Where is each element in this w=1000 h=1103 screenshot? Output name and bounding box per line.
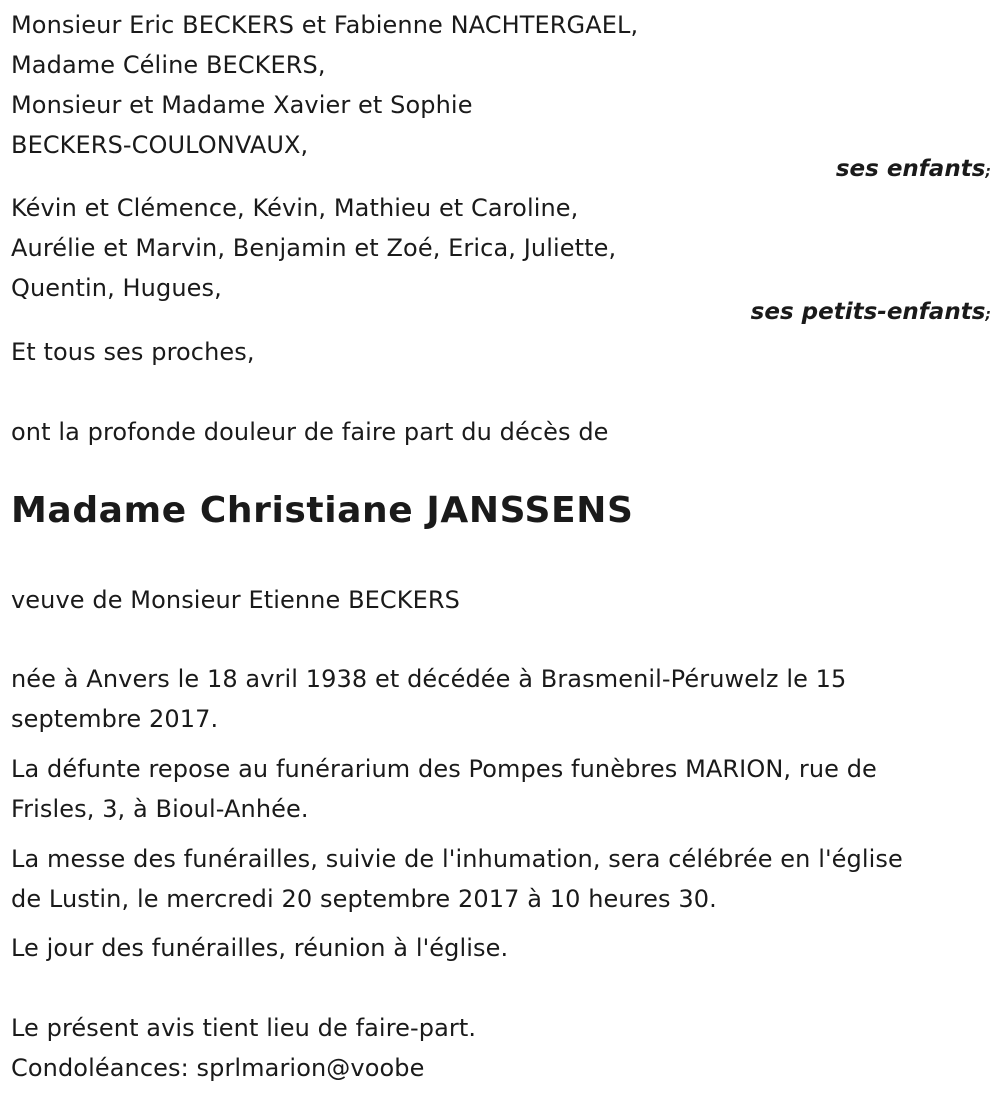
- grandchildren-line: Aurélie et Marvin, Benjamin et Zoé, Erica, Juliette,: [11, 234, 617, 262]
- children-line: Monsieur et Madame Xavier et Sophie: [11, 91, 473, 119]
- children-relation-label: ses enfants: [835, 156, 986, 182]
- children-line: Monsieur Eric BECKERS et Fabienne NACHTERGAEL,: [11, 11, 639, 39]
- grandchildren-line: Quentin, Hugues,: [11, 274, 222, 302]
- grandchildren-relation: [11, 300, 991, 327]
- repose-paragraph: [11, 749, 877, 829]
- children-relation-semicolon: ;: [985, 164, 991, 180]
- notice-line: Le présent avis tient lieu de faire-part.: [11, 1014, 477, 1042]
- condolences-line: Condoléances: sprlmarion@voobe: [11, 1054, 425, 1082]
- repose-line: Frisles, 3, à Bioul-Anhée.: [11, 795, 309, 823]
- grandchildren-line: Kévin et Clémence, Kévin, Mathieu et Caroline,: [11, 194, 579, 222]
- mass-paragraph: [11, 839, 903, 919]
- mass-line: de Lustin, le mercredi 20 septembre 2017 à 10 heures 30.: [11, 885, 717, 913]
- birth-death-paragraph: [11, 659, 846, 739]
- children-line: BECKERS-COULONVAUX,: [11, 131, 309, 159]
- announcement-line: ont la profonde douleur de faire part du décès de: [11, 418, 609, 446]
- children-section: [11, 5, 991, 165]
- grandchildren-relation-label: ses petits-enfants: [750, 299, 986, 325]
- repose-line: La défunte repose au funérarium des Pompes funèbres MARION, rue de: [11, 755, 877, 783]
- gathering-line: Le jour des funérailles, réunion à l'église.: [11, 934, 509, 962]
- widow-of-line: veuve de Monsieur Etienne BECKERS: [11, 586, 460, 614]
- relatives-line: Et tous ses proches,: [11, 338, 255, 366]
- birth-death-line: née à Anvers le 18 avril 1938 et décédée à Brasmenil-Péruwelz le 15: [11, 665, 847, 693]
- children-relation: [11, 157, 991, 184]
- grandchildren-section: [11, 188, 991, 308]
- birth-death-line: septembre 2017.: [11, 705, 219, 733]
- grandchildren-relation-semicolon: ;: [985, 307, 991, 323]
- mass-line: La messe des funérailles, suivie de l'inhumation, sera célébrée en l'église: [11, 845, 903, 873]
- children-line: Madame Céline BECKERS,: [11, 51, 326, 79]
- deceased-name: Madame Christiane JANSSENS: [11, 490, 634, 531]
